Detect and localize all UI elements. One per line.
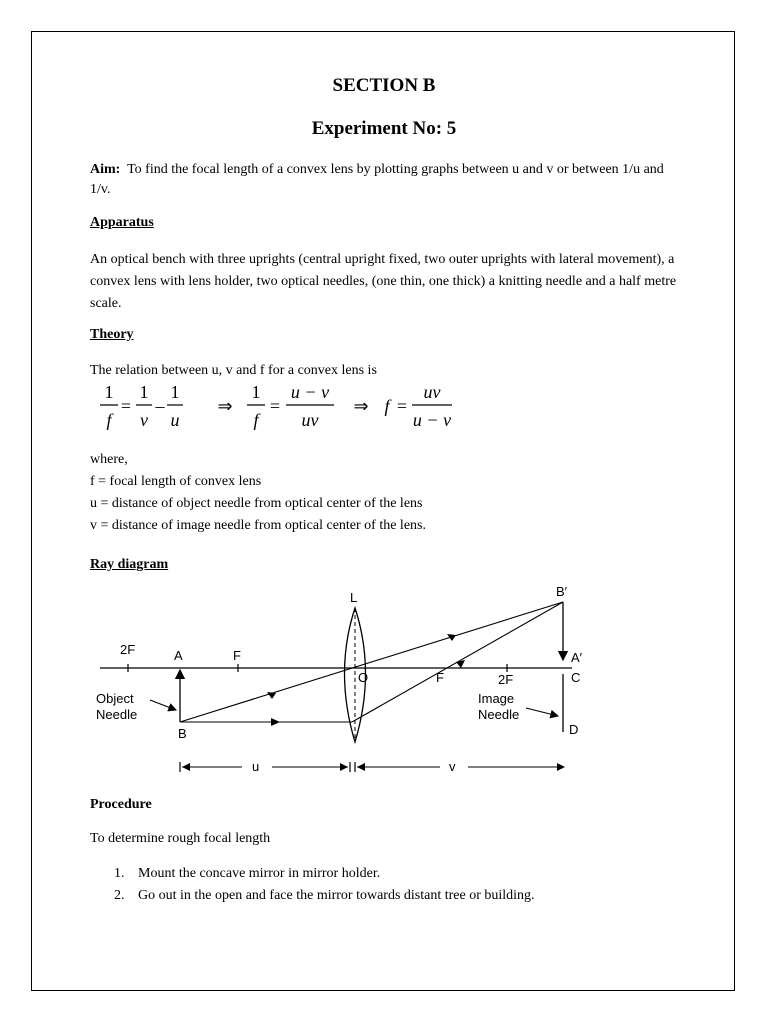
- label-image: Image: [478, 691, 515, 706]
- eq2-num: 1: [251, 382, 261, 402]
- ray-arrow-1: [267, 692, 276, 699]
- experiment-title: Experiment No: 5: [311, 118, 457, 139]
- label-2f-left: 2F: [120, 642, 136, 657]
- eq2-denominator: uv: [301, 410, 319, 430]
- where-label: where,: [90, 452, 128, 467]
- eq1-num2: 1: [139, 382, 149, 402]
- label-u: u: [252, 759, 260, 774]
- ray-arrow-3: [271, 718, 280, 726]
- eq1-den: f: [106, 410, 112, 430]
- def-f: f = focal length of convex lens: [90, 474, 262, 489]
- procedure-steps: [114, 863, 694, 907]
- label-F-right: F: [436, 670, 444, 685]
- eq3-f: f: [384, 396, 390, 416]
- label-v: v: [449, 759, 456, 774]
- ray-diagram-heading: Ray diagram: [90, 557, 169, 572]
- ray-arrow-4: [456, 660, 465, 668]
- eq1-equals: =: [120, 396, 132, 416]
- arrow-1: ⇒: [217, 396, 233, 416]
- aim-label: Aim:: [90, 162, 121, 177]
- def-u: u = distance of object needle from optical center of the lens: [90, 496, 423, 511]
- label-B: B: [178, 726, 187, 741]
- label-A-prime: A′: [571, 650, 583, 665]
- apparatus-heading: Apparatus: [90, 215, 154, 230]
- label-object: Object: [96, 691, 134, 706]
- eq3-equals: =: [396, 396, 408, 416]
- aim-text: To find the focal length of a convex lens by plotting graphs between u and v or between 1/u and 1/v.: [90, 162, 664, 197]
- step-text: Go out in the open and face the mirror towards distant tree or building.: [138, 888, 535, 903]
- apparatus-text: An optical bench with three uprights (central upright fixed, two outer uprights with lateral movement), a convex lens with lens holder, two optical needles, (one thin, one thick) a knitting needle and a half metre scale.: [90, 252, 677, 311]
- step-number: 2.: [114, 888, 125, 903]
- arrow-2: ⇒: [353, 396, 369, 416]
- step-text: Mount the concave mirror in mirror holder.: [138, 866, 381, 881]
- label-B-prime: B′: [556, 584, 568, 599]
- procedure-step: [114, 863, 694, 885]
- object-needle-pointer: [150, 700, 176, 710]
- eq1-v: v: [140, 410, 148, 430]
- def-v: v = distance of image needle from optical center of the lens.: [90, 518, 426, 533]
- procedure-intro: To determine rough focal length: [90, 831, 271, 846]
- eq2-numerator: u − v: [290, 382, 330, 402]
- label-2f-right: 2F: [498, 672, 514, 687]
- label-C: C: [571, 670, 581, 685]
- eq2-equals: =: [269, 396, 281, 416]
- eq1-minus: –: [155, 396, 165, 416]
- label-object-needle: Needle: [96, 707, 138, 722]
- eq1-u: u: [170, 410, 180, 430]
- lens-formula: [90, 378, 470, 434]
- ray-diagram: [80, 582, 610, 782]
- theory-intro: The relation between u, v and f for a convex lens is: [90, 363, 377, 378]
- theory-where-block: [90, 449, 680, 537]
- image-needle-pointer: [526, 708, 558, 716]
- aim-paragraph: [90, 160, 680, 200]
- eq3-numerator: uv: [423, 382, 441, 402]
- procedure-step: [114, 885, 694, 907]
- eq1-num: 1: [104, 382, 114, 402]
- label-A: A: [174, 648, 183, 663]
- eq3-denominator: u − v: [412, 410, 452, 430]
- theory-heading: Theory: [90, 327, 134, 342]
- label-O: O: [358, 670, 369, 685]
- label-L: L: [350, 590, 358, 605]
- label-image-needle: Needle: [478, 707, 520, 722]
- eq1-num3: 1: [170, 382, 180, 402]
- label-F-left: F: [233, 648, 241, 663]
- eq2-f: f: [253, 410, 259, 430]
- section-title: SECTION B: [332, 75, 436, 96]
- procedure-heading: Procedure: [90, 797, 152, 812]
- label-D: D: [569, 722, 579, 737]
- step-number: 1.: [114, 866, 125, 881]
